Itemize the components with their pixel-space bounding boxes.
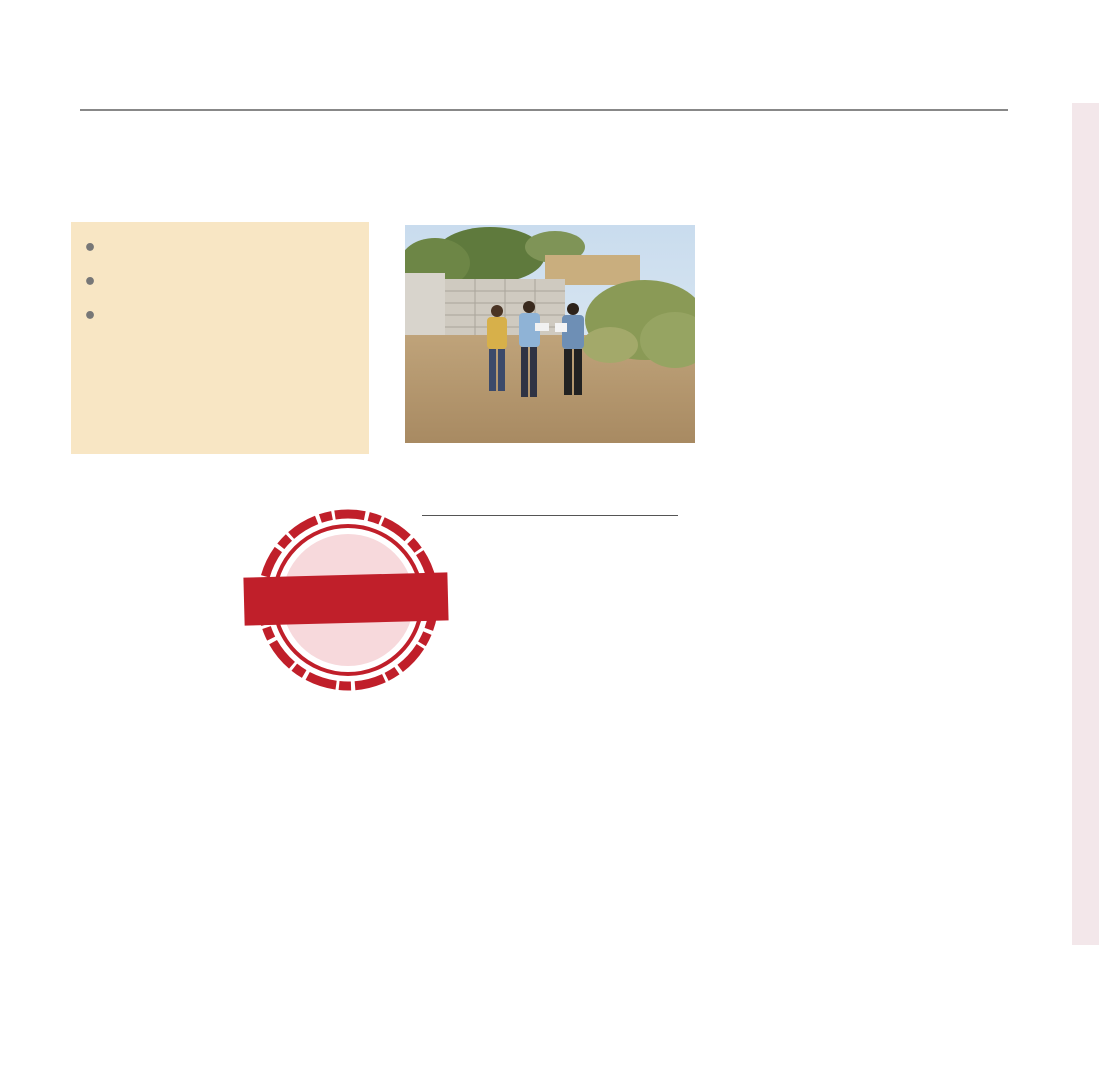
highlight-item xyxy=(83,268,359,298)
highlights-box xyxy=(71,222,369,454)
highlight-text xyxy=(105,234,359,264)
stamp-label xyxy=(243,572,448,625)
bullet-icon: • xyxy=(83,304,98,329)
masthead-rule xyxy=(80,109,1008,111)
bullet-icon: • xyxy=(83,236,98,261)
caption-divider xyxy=(422,515,678,516)
highlight-item xyxy=(83,302,359,332)
news-photo xyxy=(405,225,695,443)
highlight-item xyxy=(83,234,359,264)
bullet-icon: • xyxy=(83,270,98,295)
highlight-text xyxy=(105,302,359,332)
adjacent-article-strip xyxy=(1072,103,1099,945)
highlight-text xyxy=(105,268,359,298)
